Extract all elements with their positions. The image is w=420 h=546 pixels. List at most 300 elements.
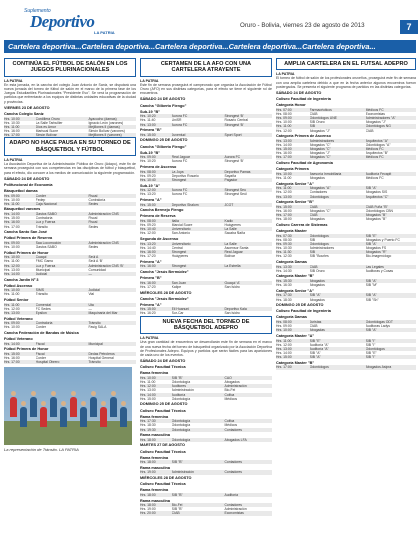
team-away: Contadores xyxy=(224,427,242,432)
match-time: Hrs. 17:00 xyxy=(4,133,20,138)
article-intro: El torneo de fútbol de salón de los profesionales oruveños, proseguirá este fin de semana con una amplia cartelera debido a que en la fecha anterior algunos encuentros fueron postergados. Se presenta el siguiente programa de partidos en las distintas categorías. xyxy=(276,76,416,89)
team-home: Fiscal xyxy=(35,341,45,346)
team-away: Economistas xyxy=(365,111,386,116)
match-time: Hrs. 17:30 xyxy=(140,419,156,424)
player-head xyxy=(91,391,96,396)
schedule-row xyxy=(140,133,272,137)
category-heading: Rama masculina xyxy=(140,498,170,503)
team-home: Italia xyxy=(171,218,179,223)
team-away: Strongest ‘B’ xyxy=(224,122,244,127)
category-heading: Categoría Senior "A" xyxy=(276,288,314,293)
match-time: Hrs. 08:00 xyxy=(276,111,292,116)
team-away: SIB "A" xyxy=(365,328,377,333)
team-home: SIB "B" xyxy=(171,507,183,512)
team-home: SIB xyxy=(309,124,316,129)
match-time: Hrs. 10:00 xyxy=(4,255,20,260)
player-figure xyxy=(100,407,107,427)
team-away: Sayaña xyxy=(224,173,236,178)
team-away: SIB "A" xyxy=(365,241,377,246)
team-away: Abogados "B" xyxy=(365,217,387,222)
match-time: Hrs. 20:00 xyxy=(140,511,156,516)
team-home: Odontología xyxy=(171,423,191,428)
match-time: Hrs. 07:30 xyxy=(276,233,292,238)
match-time: Hrs. 18:00 xyxy=(140,437,156,442)
match-time: Hrs. 13:00 xyxy=(4,310,20,315)
day-heading: DOMINGO 25 DE AGOSTO xyxy=(276,303,324,308)
team-away: Deportivo Pamas xyxy=(224,169,251,174)
team-away: Sedes xyxy=(88,245,99,250)
team-home: Universitario xyxy=(171,241,191,246)
day-heading: MARTES 27 DE AGOSTO xyxy=(140,443,185,448)
day-heading: SÁBADO 24 DE AGOSTO xyxy=(140,359,186,364)
team-home: La Salle Tarbullier xyxy=(35,120,63,125)
match-time: Hrs. 17:00 xyxy=(276,213,292,218)
team-home: Abogados "C" xyxy=(309,142,331,147)
team-home: Odontólogos xyxy=(309,233,329,238)
match-time: Hrs. 10:30 xyxy=(276,246,292,251)
team-away: La Salle xyxy=(224,227,237,232)
team-home: SIB Oruro xyxy=(309,120,325,125)
schedule-row xyxy=(140,460,272,464)
team-away: SIB "E" xyxy=(365,233,377,238)
category-heading: Sub-19 "B" xyxy=(140,109,161,114)
player-figure xyxy=(110,397,117,417)
team-away: La Salle xyxy=(224,241,237,246)
team-away: Aurora FC xyxy=(224,155,241,160)
match-time: Hrs. 13:00 xyxy=(140,388,156,393)
schedule-row xyxy=(140,231,272,235)
match-time: Hrs. 13:00 xyxy=(140,122,156,127)
team-home: Abogados xyxy=(309,283,325,288)
player-head xyxy=(51,391,56,396)
match-time: Hrs. 10:40 xyxy=(140,227,156,232)
team-home: Aurora FC xyxy=(171,192,188,197)
team-home: Odontología xyxy=(171,427,191,432)
team-away: La Estrella xyxy=(224,264,241,269)
schedule-row xyxy=(140,438,272,442)
schedule-row xyxy=(276,217,416,221)
player-figure xyxy=(10,397,17,417)
team-home: Judicial xyxy=(35,271,47,276)
team-home: Odontología xyxy=(171,380,191,385)
team-away: Fasig SALA xyxy=(88,325,107,330)
team-home: Comercial xyxy=(35,302,51,307)
schedule-row xyxy=(276,283,416,287)
team-home: Farmacéuticos xyxy=(309,107,332,112)
match-time: Hrs. 09:00 xyxy=(140,155,156,160)
team-home: Aurora FC xyxy=(171,122,188,127)
schedule-row xyxy=(140,285,272,289)
team-home: Cuaqui xyxy=(35,255,47,260)
page-number: 7 xyxy=(400,20,418,34)
team-home: Abogados "J" xyxy=(309,128,330,133)
day-heading: VIERNES 23 DE AGOSTO xyxy=(4,105,50,110)
match-time: Hrs. 15:00 xyxy=(140,307,156,312)
team-home: Abogados xyxy=(309,297,325,302)
team-away: Guaqui ‘A’ xyxy=(224,280,240,285)
team-home: Dios es Amor xyxy=(35,124,56,129)
match-time: Hrs. 11:00 xyxy=(276,186,292,191)
match-time: Hrs. 11:30 xyxy=(276,250,292,255)
team-away: CAO xyxy=(224,376,232,381)
match-time: Hrs. 09:30 xyxy=(276,241,292,246)
team-away: Abogados "R" xyxy=(365,250,387,255)
category-heading: Sub-19 "B" xyxy=(140,150,161,155)
schedule-row xyxy=(4,272,136,276)
team-home: CIAB xyxy=(309,111,318,116)
match-time: Hrs. 14:00 xyxy=(140,392,156,397)
match-time: Hrs. 16:00 xyxy=(4,356,20,361)
team-home: Simón Bolívar xyxy=(35,133,57,138)
team-away: Auditoría xyxy=(224,492,239,497)
team-home: Aurora FC xyxy=(171,159,188,164)
team-home: Aurora FC xyxy=(171,188,188,193)
team-home: Real Jaguar xyxy=(171,155,190,160)
team-away: Abogados SIS xyxy=(365,190,388,195)
category-heading: Fútbol Veterano xyxy=(4,316,33,321)
team-away: Deportivo Kala xyxy=(224,307,247,312)
player-figure xyxy=(40,407,47,427)
player-head xyxy=(61,401,66,406)
team-home: Auditoría "A" xyxy=(309,346,329,351)
player-head xyxy=(101,401,106,406)
section-banner: Cartelera deportiva...Cartelera deportiva...Cartelera deportiva...Cartelera deportiva...Cartelera deportiva... xyxy=(4,40,416,53)
team-home: Epsilon xyxy=(35,310,47,315)
team-away: Ascensor Santa xyxy=(224,245,249,250)
team-away: Médicos FC xyxy=(365,175,384,180)
match-time: Hrs. 10:00 xyxy=(4,116,20,121)
team-away: SIB "A" xyxy=(365,186,377,191)
match-time: Hrs. 11:00 xyxy=(4,259,20,264)
venue-heading: Cancha Federación de Bandas de Música xyxy=(4,331,79,336)
category-heading: Segunda de Ascenso xyxy=(140,237,179,242)
schedule-row xyxy=(4,292,136,296)
team-away: Sedes xyxy=(88,201,99,206)
team-home: Bio-Fei xyxy=(171,503,183,508)
venue-heading: Cancha "Jesús Bermúdez" xyxy=(140,270,189,275)
team-away: Abogados FS xyxy=(365,246,387,251)
category-heading: Primera "A" xyxy=(140,302,162,307)
article-source: LA PATRIA xyxy=(4,78,23,83)
team-home: San Antonio xyxy=(171,231,190,236)
team-home: La Joya xyxy=(171,169,184,174)
match-time: Hrs. 13:00 xyxy=(276,346,292,351)
venue-heading: Cancha "Gilberto Fiengo" xyxy=(140,103,187,108)
team-away: Simón Bolívar (varones) xyxy=(88,128,125,133)
team-home: SIB "Bourles xyxy=(309,254,329,259)
team-away: Arquitectos "C" xyxy=(365,194,389,199)
team-home: Fedep xyxy=(35,197,46,202)
team-home: Odontólogos UNE xyxy=(309,116,337,121)
team-home: Aurora FC xyxy=(171,114,188,119)
match-time: Hrs. 14:00 xyxy=(276,142,292,147)
team-home: Auditoría xyxy=(171,392,186,397)
venue-heading: Cancha Colegio Saniz xyxy=(4,111,44,116)
team-home: Odontólogos xyxy=(309,365,329,370)
schedule-row xyxy=(4,133,136,137)
team-away: Fiscal xyxy=(88,216,98,221)
team-home: Auditores xyxy=(171,384,186,389)
venue-heading: Coliseo Facultad de Ingeniería xyxy=(276,309,331,314)
category-heading: Primera "B" xyxy=(140,276,162,281)
schedule-row xyxy=(276,155,416,159)
team-away: SIB "E" xyxy=(365,351,377,356)
team-away: Abogados LFA xyxy=(224,437,247,442)
match-time: Hrs. 11:00 xyxy=(4,124,20,129)
match-time: Hrs. 19:00 xyxy=(140,507,156,512)
team-away: Odontólogos "A" xyxy=(365,142,391,147)
schedule-row xyxy=(140,264,272,268)
team-away: SIB "I" xyxy=(365,355,376,360)
team-away: Dedas Petroleros xyxy=(88,351,115,356)
team-away: Abogados "B" xyxy=(365,213,387,218)
team-away: Fiscal xyxy=(88,193,98,198)
team-home: FC Sedes xyxy=(35,306,51,311)
match-time: Hrs. 16:00 xyxy=(276,208,292,213)
match-time: Hrs. 17:00 xyxy=(4,360,20,365)
schedule-row xyxy=(4,225,136,229)
match-time: Hrs. 11:00 xyxy=(4,201,20,206)
schedule-row xyxy=(140,428,272,432)
match-time: Hrs. 13:00 xyxy=(276,194,292,199)
team-home: Auditoría "A" xyxy=(309,342,329,347)
match-time: Hrs. 11:40 xyxy=(140,118,156,123)
team-away: SIB "A" xyxy=(365,293,377,298)
team-away: Huáyperes xyxy=(224,223,241,228)
match-time: Hrs. 10:20 xyxy=(140,114,156,119)
match-time: Hrs. 14:00 xyxy=(4,271,20,276)
category-heading: Fútbol Ascenso xyxy=(4,283,33,288)
team-away: Odontólogos NG xyxy=(365,124,391,129)
team-away: Strongest ‘B’ xyxy=(224,159,244,164)
category-heading: Categoría Honor xyxy=(276,103,306,108)
team-home: Saa Locomoción xyxy=(35,240,61,245)
player-head xyxy=(111,391,116,396)
category-heading: Rama femenina xyxy=(140,455,169,460)
article-source: LA PATRIA xyxy=(4,158,23,163)
player-head xyxy=(81,401,86,406)
venue-heading: Coliseo Facultad Técnica xyxy=(140,449,186,454)
team-away: Contadores xyxy=(224,470,242,475)
match-time: Hrs. 08:30 xyxy=(276,237,292,242)
player-figure xyxy=(120,407,127,427)
team-home: CIAB xyxy=(309,204,318,209)
match-time: Hrs. 11:00 xyxy=(4,302,20,307)
category-heading: Primera "A" xyxy=(140,259,162,264)
match-time: Hrs. 09:00 xyxy=(4,321,20,326)
schedule-row xyxy=(140,311,272,315)
team-home: Abogados "C" xyxy=(309,208,331,213)
match-time: Hrs. 12:00 xyxy=(140,384,156,389)
team-home: Tránsito xyxy=(35,292,48,297)
category-heading: Fútbol Veterano xyxy=(4,337,33,342)
match-time: Hrs. 15:00 xyxy=(4,351,20,356)
schedule-row xyxy=(4,360,136,364)
schedule-row xyxy=(276,269,416,273)
match-time: Hrs. 11:00 xyxy=(276,175,292,180)
team-away: Bolívar xyxy=(224,254,236,259)
team-away: Médicos xyxy=(224,423,238,428)
team-home: SIB "A" xyxy=(309,355,321,360)
team-home: Municipal xyxy=(35,267,50,272)
article-intro: En esta jornada, en la cancha del colegio Juan Antonio de Saniz, se disputará una nueva jornada del torneo de fútbol de salón en el marco de la primera fase de los Juegos Estudiantiles Plurinacionales "Presidente Evo". Se verá la programación de partidos que enfrentarán a los equipos de distintas unidades educativas de la ciudad y provincias. xyxy=(4,82,136,104)
schedule-row xyxy=(140,470,272,474)
match-time: Hrs. 09:00 xyxy=(276,116,292,121)
schedule-row xyxy=(4,325,136,329)
team-away: SIB "M" xyxy=(365,283,378,288)
team-away: CIAB Fuña "B" xyxy=(365,204,388,209)
match-time: Hrs. 15:00 xyxy=(4,216,20,221)
match-time: Hrs. 10:00 xyxy=(276,120,292,125)
team-away: Fiscal xyxy=(88,220,98,225)
schedule-row xyxy=(276,355,416,359)
team-away: Médicos FC xyxy=(365,147,384,152)
day-heading: MIÉRCOLES 28 DE AGOSTO xyxy=(140,290,192,295)
team-home: Corder xyxy=(35,325,47,330)
schedule-row xyxy=(140,178,272,182)
team-home: SIMS xyxy=(35,288,44,293)
category-heading: Primera "A" xyxy=(140,197,162,202)
schedule-row xyxy=(140,511,272,515)
venue-heading: Coliseo Facultad Técnica xyxy=(140,408,186,413)
team-away: Sport Sport xyxy=(224,132,242,137)
team-away: Comunidad xyxy=(88,267,106,272)
schedule-row xyxy=(276,129,416,133)
team-home: Corder xyxy=(35,356,47,361)
team-away: Administración CNS xyxy=(88,240,119,245)
match-time: Hrs. 11:00 xyxy=(276,124,292,129)
match-time: Hrs. 12:00 xyxy=(276,190,292,195)
team-home: SIB "A" xyxy=(309,293,321,298)
match-time: Hrs. 18:00 xyxy=(140,503,156,508)
schedule-row xyxy=(4,311,136,315)
venue-heading: Cancha Jardín Nº 3 xyxy=(4,277,39,282)
category-heading: Categoría Master xyxy=(276,228,307,233)
article-title: AMPLIA CARTELERA EN EL FUTSAL ADEPRO xyxy=(276,58,416,70)
team-away: Administradores "A" xyxy=(365,116,396,121)
schedule-row xyxy=(140,203,272,207)
match-time: Hrs. 15:00 xyxy=(276,204,292,209)
schedule-row xyxy=(140,493,272,497)
match-time: Hrs. 12:00 xyxy=(276,342,292,347)
match-time: Hrs. 10:00 xyxy=(140,376,156,381)
match-time: Hrs. 17:20 xyxy=(140,254,156,259)
schedule-row xyxy=(276,365,416,369)
match-time: Hrs. 13:30 xyxy=(276,264,292,269)
article-intro: Una gran cantidad de encuentros se desarrollarán este fin de semana en el marco de una nueva fecha del torneo de básquetbol organizado por la Asociación Deportiva de Profesionales Adepro. Equipos y partidos que serán fáciles para las apariciones de cada uno de los eventos. xyxy=(140,340,272,358)
team-home: Central xyxy=(171,245,183,250)
schedule-row xyxy=(4,202,136,206)
team-away: Arquitectos "B" xyxy=(365,151,389,156)
player-figure xyxy=(20,407,27,427)
category-heading: Básquetbol varones xyxy=(4,207,41,212)
day-heading: MIÉRCOLES 28 DE AGOSTO xyxy=(140,476,192,481)
category-heading: Categoría Primera de Ascenso xyxy=(276,134,331,139)
team-home: Abogados xyxy=(309,279,325,284)
team-away: Las Legales xyxy=(365,264,384,269)
column-2 xyxy=(140,58,272,540)
team-away: Administración xyxy=(224,384,247,389)
match-time: Hrs. 08:00 xyxy=(140,169,156,174)
match-time: Hrs. 13:20 xyxy=(140,241,156,246)
match-time: Hrs. 16:00 xyxy=(276,151,292,156)
match-time: Hrs. 12:00 xyxy=(140,231,156,236)
match-time: Hrs. 10:00 xyxy=(4,288,20,293)
schedule-row xyxy=(4,342,136,346)
match-time: Hrs. 19:30 xyxy=(140,427,156,432)
schedule-row xyxy=(276,254,416,258)
team-home: Contraloría xyxy=(35,321,53,326)
venue-heading: Coliseo Facultad Técnica xyxy=(140,365,186,370)
team-home: FMC Gamo xyxy=(35,259,54,264)
team-away: Mejillones II (varones) xyxy=(88,133,122,138)
player-figure xyxy=(70,397,77,417)
team-away: Ignacio León (varones) xyxy=(88,120,124,125)
match-time: Hrs. 14:00 xyxy=(276,351,292,356)
category-heading: Rama femenina xyxy=(140,371,169,376)
day-heading: SÁBADO 24 DE AGOSTO xyxy=(276,91,322,96)
team-away: Auditoría Fecapit xyxy=(365,171,392,176)
player-head xyxy=(11,391,16,396)
match-time: Hrs. 12:00 xyxy=(276,128,292,133)
team-home: Luz y Fuerza xyxy=(35,220,56,225)
team-away: Economistas xyxy=(224,511,244,516)
match-time: Hrs. 15:00 xyxy=(276,355,292,360)
match-time: Hrs. 15:30 xyxy=(276,279,292,284)
match-time: Hrs. 17:30 xyxy=(276,293,292,298)
match-time: Hrs. 10:00 xyxy=(4,245,20,250)
match-time: Hrs. 14:00 xyxy=(4,212,20,217)
match-time: Hrs. 10:00 xyxy=(276,328,292,333)
team-away: Administración CNS ‘B’ xyxy=(88,263,124,268)
match-time: Hrs. 09:00 xyxy=(276,324,292,329)
match-time: Hrs. 11:00 xyxy=(4,292,20,297)
venue-heading: Coliseo Carrera de Sistemas xyxy=(276,222,328,227)
venue-heading: Cancha Bermejo Fiengo xyxy=(140,208,184,213)
team-away: Pagador xyxy=(224,177,238,182)
category-heading: Categoría Primera xyxy=(276,167,309,172)
team-home: Contadores xyxy=(309,190,328,195)
match-time: Hrs. 16:00 xyxy=(4,128,20,133)
match-time: Hrs. 10:30 xyxy=(4,120,20,125)
team-away: Sacaba Ñaña xyxy=(224,231,246,236)
team-away: Uta xyxy=(88,302,94,307)
schedule-row xyxy=(276,195,416,199)
player-figure xyxy=(90,397,97,417)
team-home: SIB "B" xyxy=(171,460,183,465)
team-home: Abogados "J" xyxy=(309,151,330,156)
team-home: Abogados xyxy=(309,217,325,222)
team-home: CIAB xyxy=(309,264,318,269)
match-time: Hrs. 12:00 xyxy=(140,188,156,193)
category-heading: Primera de Ascenso xyxy=(140,165,177,170)
match-time: Hrs. 12:00 xyxy=(4,306,20,311)
team-home: Juventud xyxy=(171,132,186,137)
venue-heading: Polifuncional de Economía xyxy=(4,182,53,187)
day-heading: SÁBADO 24 DE AGOSTO xyxy=(4,176,50,181)
column-3 xyxy=(276,58,416,540)
venue-heading: Cancha "Gilberto Fiengo" xyxy=(140,144,187,149)
team-away: Judicial xyxy=(88,288,100,293)
category-heading: Categoría Master "A" xyxy=(276,333,315,338)
article-title: CERTAMEN DE LA AFO CON UNA CARTELERA ATRAYENTE xyxy=(140,58,272,77)
team-away: Contadores xyxy=(224,460,242,465)
team-home: Corder xyxy=(35,193,47,198)
team-home: Mariscal Sucre xyxy=(35,128,59,133)
schedule-row xyxy=(276,328,416,332)
team-home: CIAB xyxy=(171,511,180,516)
team-away: Strongest Seúl xyxy=(224,192,247,197)
